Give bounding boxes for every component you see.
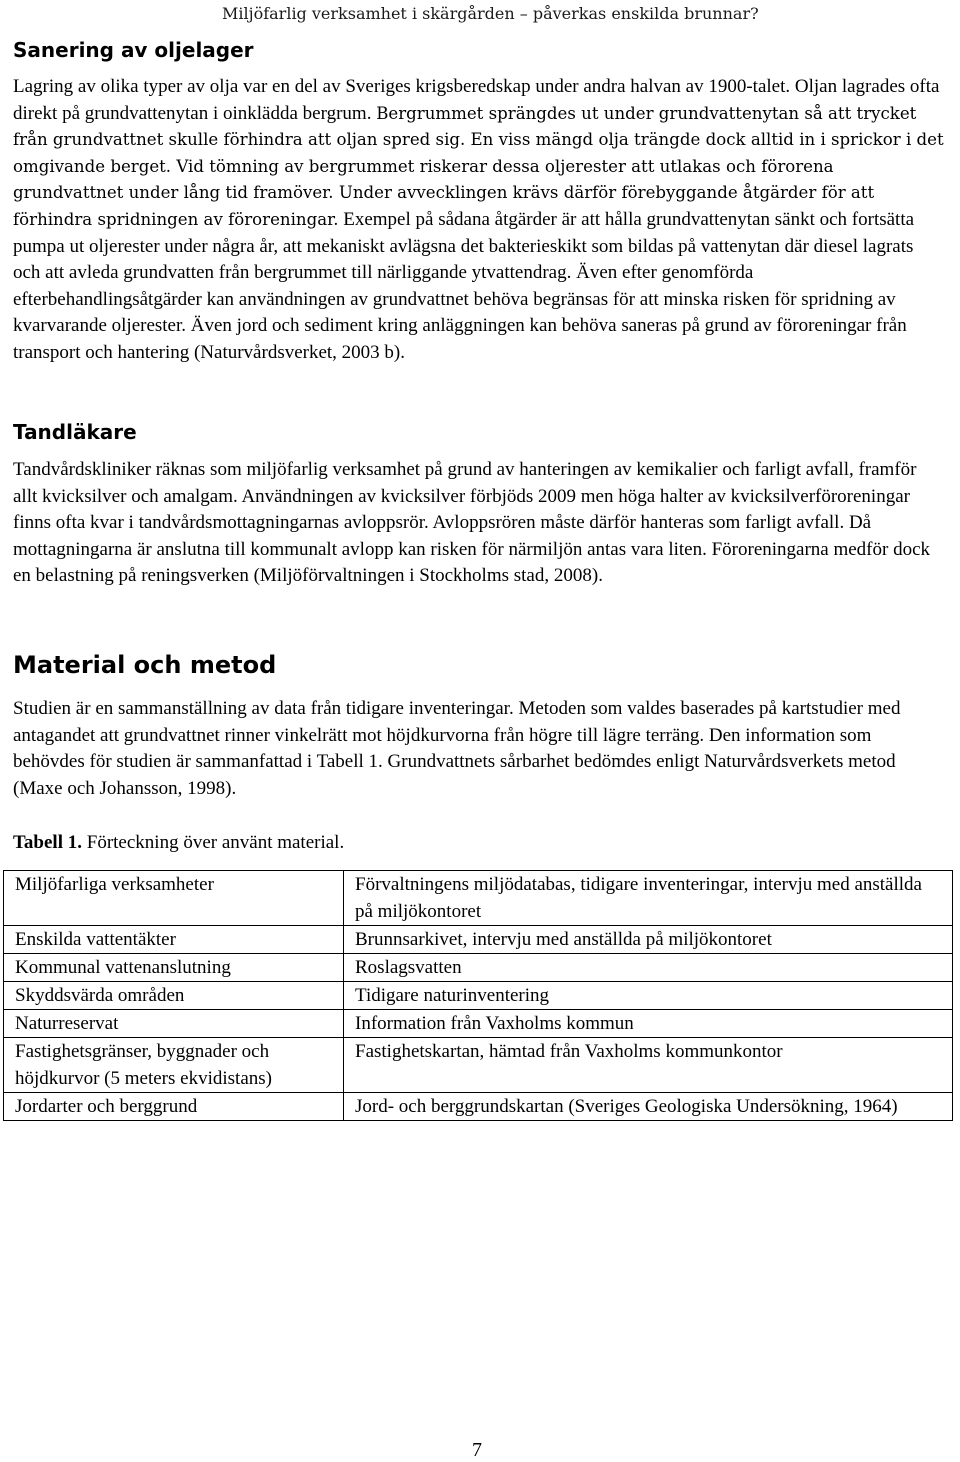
table-cell-item: Miljöfarliga verksamheter <box>4 871 344 926</box>
paragraph-oil-part-3: Exempel på sådana åtgärder är att hålla grundvattenytan sänkt och fortsätta pumpa ut oljerester under några år, att mekaniskt avlägsna det bakterieskikt som bildas på vattenytan där diesel lagrats och att avleda grundvatten från bergrummet till närliggande ytvattendrag. Även efter genomförda efterbehandlingsåtgärder kan användningen av grundvattnet behöva begränsas för att minska risken för spridning av kvarvarande oljerester. Även jord och sediment kring anläggningen kan behöva saneras på grund av föroreningar från transport och hantering (Naturvårdsverket, 2003 b). <box>13 208 915 363</box>
table-row <box>4 1093 953 1121</box>
table-caption <box>13 832 344 854</box>
paragraph-method: Studien är en sammanställning av data från tidigare inventeringar. Metoden som valdes baserades på kartstudier med antagandet att grundvattnet rinner vinkelrätt mot höjdkurvorna från högre till lägre terräng. Den information som behövdes för studien är sammanfattad i Tabell 1. Grundvattnets sårbarhet bedömdes enligt Naturvårdsverkets metod (Maxe och Johansson, 1998). <box>13 698 901 799</box>
table-cell-source: Jord- och berggrundskartan (Sveriges Geologiska Undersökning, 1964) <box>344 1093 953 1121</box>
heading-dentist: Tandläkare <box>13 420 137 444</box>
table-cell-item: Kommunal vattenanslutning <box>4 954 344 982</box>
table-row <box>4 1038 953 1093</box>
table-cell-item: Skyddsvärda områden <box>4 982 344 1010</box>
paragraph-oil-part-1: Lagring av olika typer av olja var en del av Sveriges krigsberedskap under andra halvan av 1900-talet. Oljan lagrades ofta direkt på grundvattenytan i oinklädda bergrum. <box>13 76 940 124</box>
paragraph-dentist: Tandvårdskliniker räknas som miljöfarlig verksamhet på grund av hanteringen av kemikalier och farligt avfall, framför allt kvicksilver och amalgam. Användningen av kvicksilver förbjöds 2009 men höga halter av kvicksilverföroreningar finns ofta kvar i tandvårdsmottagningarnas avloppsrör. Avloppsrören måste därför hanteras som farligt avfall. Då mottagningarna är anslutna till kommunalt avlopp kan risken för närmiljön antas vara liten. Föroreningarna medför dock en belastning på reningsverken (Miljöförvaltningen i Stockholms stad, 2008). <box>13 459 931 587</box>
table-cell-source: Tidigare naturinventering <box>344 982 953 1010</box>
page-number: 7 <box>472 1439 482 1461</box>
table-cell-source: Information från Vaxholms kommun <box>344 1010 953 1038</box>
heading-oil-storage: Sanering av oljelager <box>13 38 254 62</box>
table-cell-item: Jordarter och berggrund <box>4 1093 344 1121</box>
table-row <box>4 1010 953 1038</box>
paragraph-oil-part-2: Bergrummet sprängdes ut under grundvattenytan så att trycket från grundvattnet skulle förhindra att oljan spred sig. En viss mängd olja trängde dock alltid in i sprickor i det omgivande berget. Vid tömning av bergrummet riskerar dessa oljerester att utlakas och förorena grundvattnet under lång tid framöver. Under avvecklingen krävs därför förebyggande åtgärder för att förhindra spridningen av föroreningar. <box>13 103 944 229</box>
table-cell-item: Naturreservat <box>4 1010 344 1038</box>
running-header: Miljöfarlig verksamhet i skärgården – påverkas enskilda brunnar? <box>222 4 759 23</box>
table-row <box>4 926 953 954</box>
table-caption-label: Tabell 1. <box>13 832 82 853</box>
material-table <box>3 870 953 1121</box>
table-cell-source: Förvaltningens miljödatabas, tidigare inventeringar, intervju med anställda på miljökontoret <box>344 871 953 926</box>
paragraph-oil-storage <box>13 74 945 367</box>
table-cell-item: Enskilda vattentäkter <box>4 926 344 954</box>
table-cell-item: Fastighetsgränser, byggnader och höjdkurvor (5 meters ekvidistans) <box>4 1038 344 1093</box>
table-row <box>4 982 953 1010</box>
heading-material-method: Material och metod <box>13 651 277 679</box>
table-cell-source: Roslagsvatten <box>344 954 953 982</box>
table-cell-source: Brunnsarkivet, intervju med anställda på miljökontoret <box>344 926 953 954</box>
table-caption-text: Förteckning över använt material. <box>82 832 345 853</box>
table-row <box>4 871 953 926</box>
table-cell-source: Fastighetskartan, hämtad från Vaxholms kommunkontor <box>344 1038 953 1093</box>
table-row <box>4 954 953 982</box>
